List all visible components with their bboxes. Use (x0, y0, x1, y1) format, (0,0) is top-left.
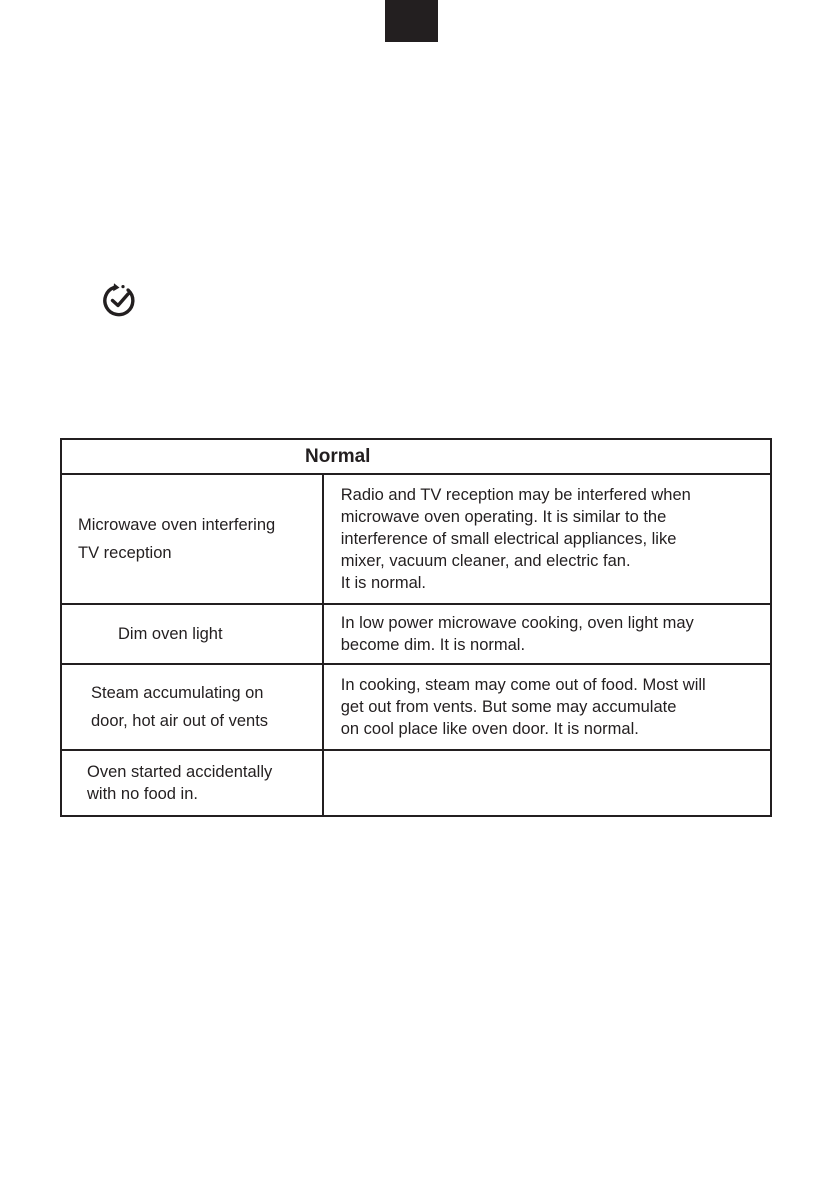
problem-line: Microwave oven interfering (78, 516, 276, 534)
explanation-line: get out from vents. But some may accumulate (340, 698, 677, 716)
explanation-line: become dim. It is normal. (340, 636, 526, 654)
troubleshooting-table (60, 438, 772, 817)
problem-line: Dim oven light (118, 625, 223, 643)
explanation-line: mixer, vacuum cleaner, and electric fan. (340, 552, 631, 570)
table-row (61, 474, 771, 604)
explanation-line: It is normal. (340, 574, 427, 592)
explanation-line: In cooking, steam may come out of food. Most will (340, 676, 706, 694)
table-heading: Normal (61, 439, 771, 474)
explanation-cell (323, 604, 771, 664)
explanation-line: In low power microwave cooking, oven light may (340, 614, 694, 632)
problem-cell (61, 664, 323, 750)
table-row (61, 750, 771, 816)
problem-line: Steam accumulating on (91, 684, 264, 702)
explanation-line: microwave oven operating. It is similar to the (340, 508, 667, 526)
problem-line: with no food in. (87, 785, 198, 803)
page-tab-marker (385, 0, 438, 42)
explanation-line: on cool place like oven door. It is normal. (340, 720, 639, 738)
problem-line: door, hot air out of vents (91, 712, 269, 730)
explanation-line: Radio and TV reception may be interfered when (340, 486, 691, 504)
problem-line: TV reception (78, 544, 172, 562)
table-row (61, 664, 771, 750)
problem-cell (61, 750, 323, 816)
explanation-cell (323, 750, 771, 816)
problem-cell (61, 604, 323, 664)
problem-cell (61, 474, 323, 604)
explanation-line: interference of small electrical appliances, like (340, 530, 677, 548)
timer-check-icon (101, 281, 139, 319)
table-row (61, 604, 771, 664)
problem-line: Oven started accidentally (87, 763, 273, 781)
explanation-cell (323, 474, 771, 604)
explanation-cell (323, 664, 771, 750)
